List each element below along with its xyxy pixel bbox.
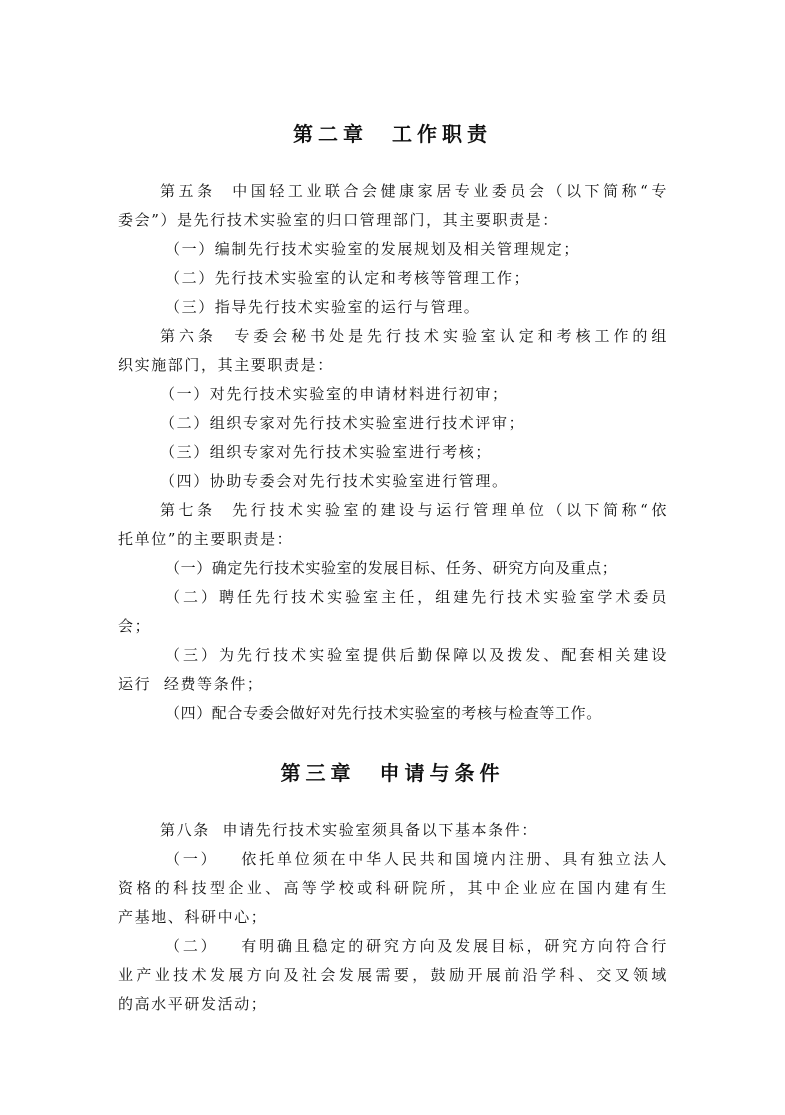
- article-7-item-2-line-1: （二）聘任先行技术实验室主任，组建先行技术实验室学术委员: [165, 588, 668, 606]
- article-7-item-2-line-2: 会；: [118, 617, 152, 635]
- article-6-line-2: 织实施部门，其主要职责是：: [118, 356, 334, 374]
- article-5-line-2: 委会”）是先行技术实验室的归口管理部门，其主要职责是：: [118, 211, 559, 229]
- article-5-item-2: （二）先行技术实验室的认定和考核等管理工作；: [165, 269, 531, 287]
- article-7-item-3-line-2: 运行 经费等条件；: [118, 675, 264, 693]
- article-8-item-1-line-3: 产基地、科研中心；: [118, 908, 268, 926]
- article-6-line-1: 第六条 专委会秘书处是先行技术实验室认定和考核工作的组: [160, 327, 668, 345]
- article-7-line-1: 第七条 先行技术实验室的建设与运行管理单位（以下简称“依: [160, 501, 668, 519]
- article-6-item-4: （四）协助专委会对先行技术实验室进行管理。: [160, 472, 509, 490]
- article-8-item-1-line-1: （一） 依托单位须在中华人民共和国境内注册、具有独立法人: [165, 850, 668, 868]
- chapter-2-title: 第二章 工作职责: [293, 122, 492, 146]
- article-7-item-3-line-1: （三）为先行技术实验室提供后勤保障以及拨发、配套相关建设: [165, 646, 668, 664]
- article-5-line-1: 第五条 中国轻工业联合会健康家居专业委员会（以下简称“专: [160, 182, 668, 200]
- chapter-3-title: 第三章 申请与条件: [280, 761, 505, 785]
- article-8-item-1-line-2: 资格的科技型企业、高等学校或科研院所，其中企业应在国内建有生: [118, 879, 668, 897]
- article-8-item-2-line-3: 的高水平研发活动；: [118, 995, 268, 1013]
- article-7-line-2: 托单位”的主要职责是：: [118, 530, 294, 548]
- article-6-item-3: （三）组织专家对先行技术实验室进行考核；: [160, 443, 493, 461]
- article-8-line-1: 第八条 申请先行技术实验室须具备以下基本条件：: [160, 821, 538, 839]
- article-6-item-2: （二）组织专家对先行技术实验室进行技术评审；: [160, 414, 526, 432]
- article-5-item-1: （一）编制先行技术实验室的发展规划及相关管理规定；: [165, 240, 581, 258]
- article-7-item-1: （一）确定先行技术实验室的发展目标、任务、研究方向及重点；: [165, 559, 618, 577]
- article-8-item-2-line-2: 业产业技术发展方向及社会发展需要，鼓励开展前沿学科、交叉领域: [118, 966, 668, 984]
- article-7-item-4: （四）配合专委会做好对先行技术实验室的考核与检查等工作。: [165, 704, 602, 722]
- article-8-item-2-line-1: （二） 有明确且稳定的研究方向及发展目标，研究方向符合行: [165, 937, 668, 955]
- article-6-item-1: （一）对先行技术实验室的申请材料进行初审；: [160, 385, 509, 403]
- article-5-item-3: （三）指导先行技术实验室的运行与管理。: [165, 298, 481, 316]
